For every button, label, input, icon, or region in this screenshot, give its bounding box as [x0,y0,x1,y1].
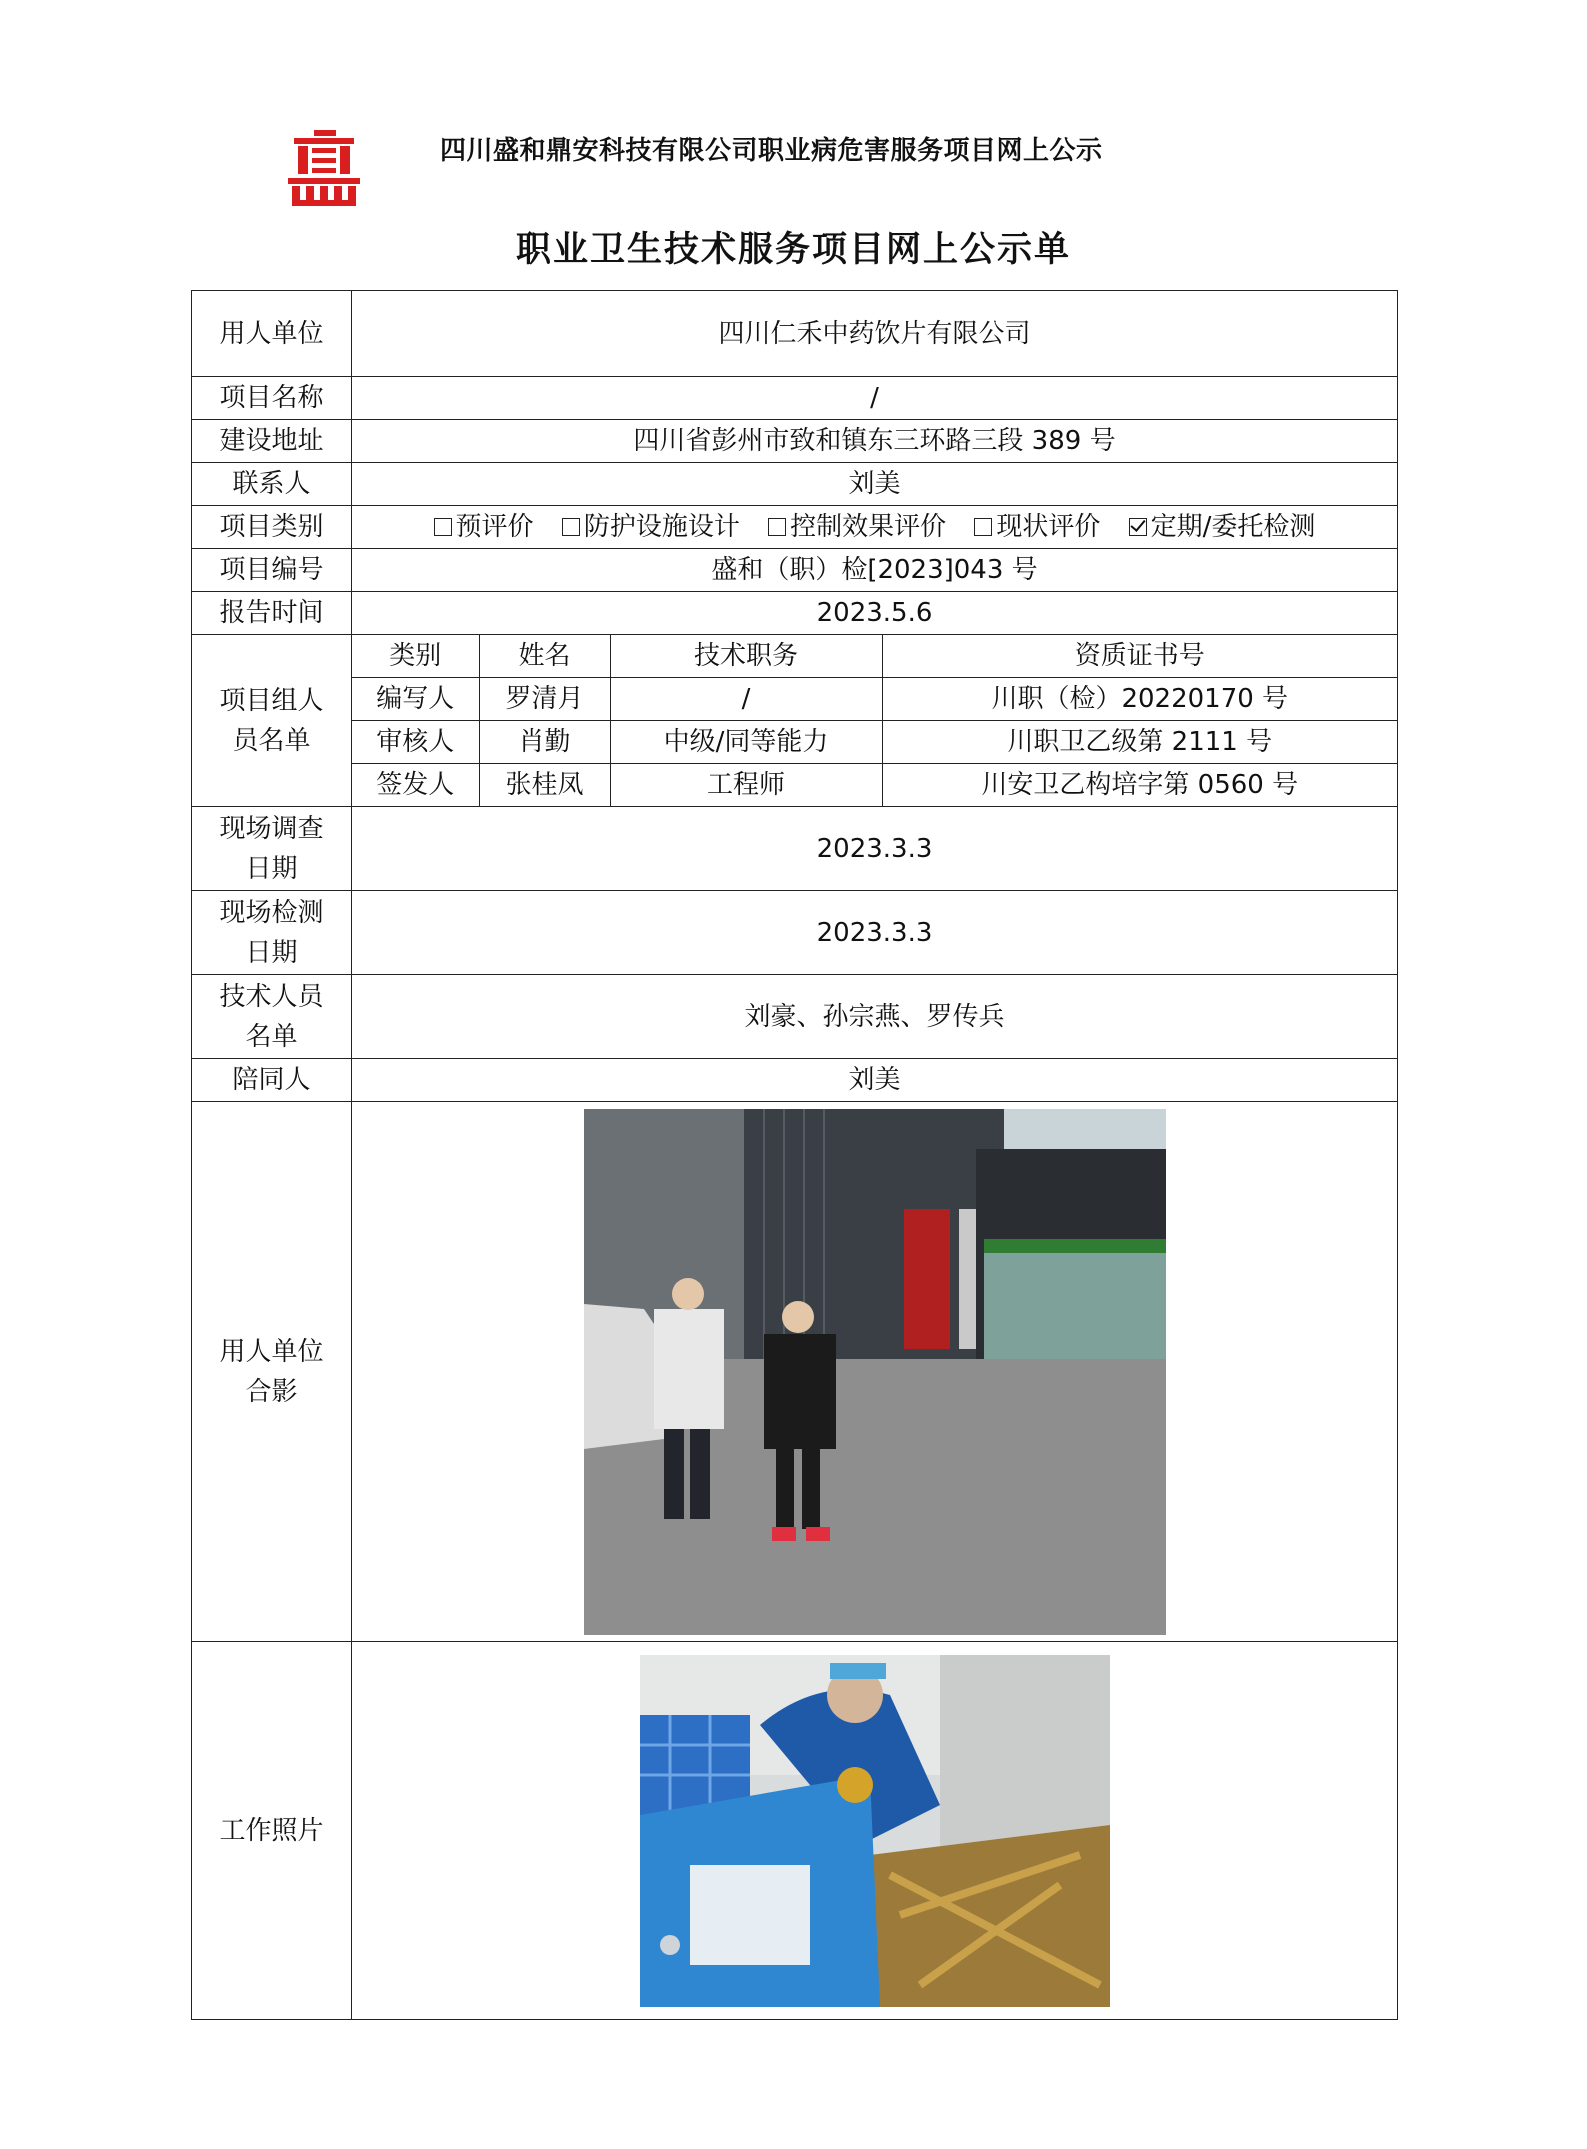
project-name-value: / [352,377,1398,420]
company-logo [284,128,364,208]
group-photo-cell [352,1102,1398,1642]
team-cell: 川职（检）20220170 号 [882,678,1397,721]
group-photo-label: 用人单位 合影 [192,1102,352,1642]
project-type-option: 控制效果评价 [768,512,946,542]
team-header-title: 技术职务 [610,635,882,678]
team-header-certificate: 资质证书号 [882,635,1397,678]
project-type-options [352,506,1398,549]
team-table-cell [352,635,1398,807]
checkbox-icon [562,518,580,536]
checkbox-icon [1129,518,1147,536]
work-photo-label: 工作照片 [192,1642,352,2020]
team-cell: 罗清月 [479,678,610,721]
team-cell: 肖勤 [479,721,610,764]
table-row [352,678,1397,721]
project-type-label: 项目类别 [192,506,352,549]
document-title: 职业卫生技术服务项目网上公示单 [515,229,1071,270]
technicians-label: 技术人员 名单 [192,975,352,1059]
team-cell: 工程师 [610,764,882,807]
team-cell: 川职卫乙级第 2111 号 [882,721,1397,764]
header-company-title: 四川盛和鼎安科技有限公司职业病危害服务项目网上公示 [440,136,1103,166]
team-header-row [352,635,1397,678]
accompany-value: 刘美 [352,1059,1398,1102]
team-cell: 签发人 [352,764,479,807]
project-type-option: 现状评价 [974,512,1100,542]
team-header-name: 姓名 [479,635,610,678]
checkbox-icon [768,518,786,536]
report-date-value: 2023.5.6 [352,592,1398,635]
project-name-label: 项目名称 [192,377,352,420]
team-cell: 编写人 [352,678,479,721]
project-type-option: 防护设施设计 [562,512,740,542]
team-cell: 张桂凤 [479,764,610,807]
employer-label: 用人单位 [192,291,352,377]
test-date-value: 2023.3.3 [352,891,1398,975]
checkbox-icon [434,518,452,536]
team-cell: 川安卫乙构培字第 0560 号 [882,764,1397,807]
project-type-option: 预评价 [434,512,534,542]
report-date-label: 报告时间 [192,592,352,635]
team-label: 项目组人 员名单 [192,635,352,807]
disclosure-table [191,290,1398,2020]
address-value: 四川省彭州市致和镇东三环路三段 389 号 [352,420,1398,463]
survey-date-value: 2023.3.3 [352,807,1398,891]
table-row [352,764,1397,807]
survey-date-label: 现场调查 日期 [192,807,352,891]
project-number-label: 项目编号 [192,549,352,592]
checkbox-icon [974,518,992,536]
project-type-option: 定期/委托检测 [1129,512,1316,542]
team-cell: / [610,678,882,721]
team-cell: 中级/同等能力 [610,721,882,764]
address-label: 建设地址 [192,420,352,463]
group-photo [584,1109,1166,1635]
work-photo-cell [352,1642,1398,2020]
contact-value: 刘美 [352,463,1398,506]
team-cell: 审核人 [352,721,479,764]
technicians-value: 刘豪、孙宗燕、罗传兵 [352,975,1398,1059]
project-number-value: 盛和（职）检[2023]043 号 [352,549,1398,592]
team-header-category: 类别 [352,635,479,678]
table-row [352,721,1397,764]
team-table [352,635,1397,806]
test-date-label: 现场检测 日期 [192,891,352,975]
accompany-label: 陪同人 [192,1059,352,1102]
work-photo [640,1655,1110,2007]
contact-label: 联系人 [192,463,352,506]
employer-value: 四川仁禾中药饮片有限公司 [352,291,1398,377]
